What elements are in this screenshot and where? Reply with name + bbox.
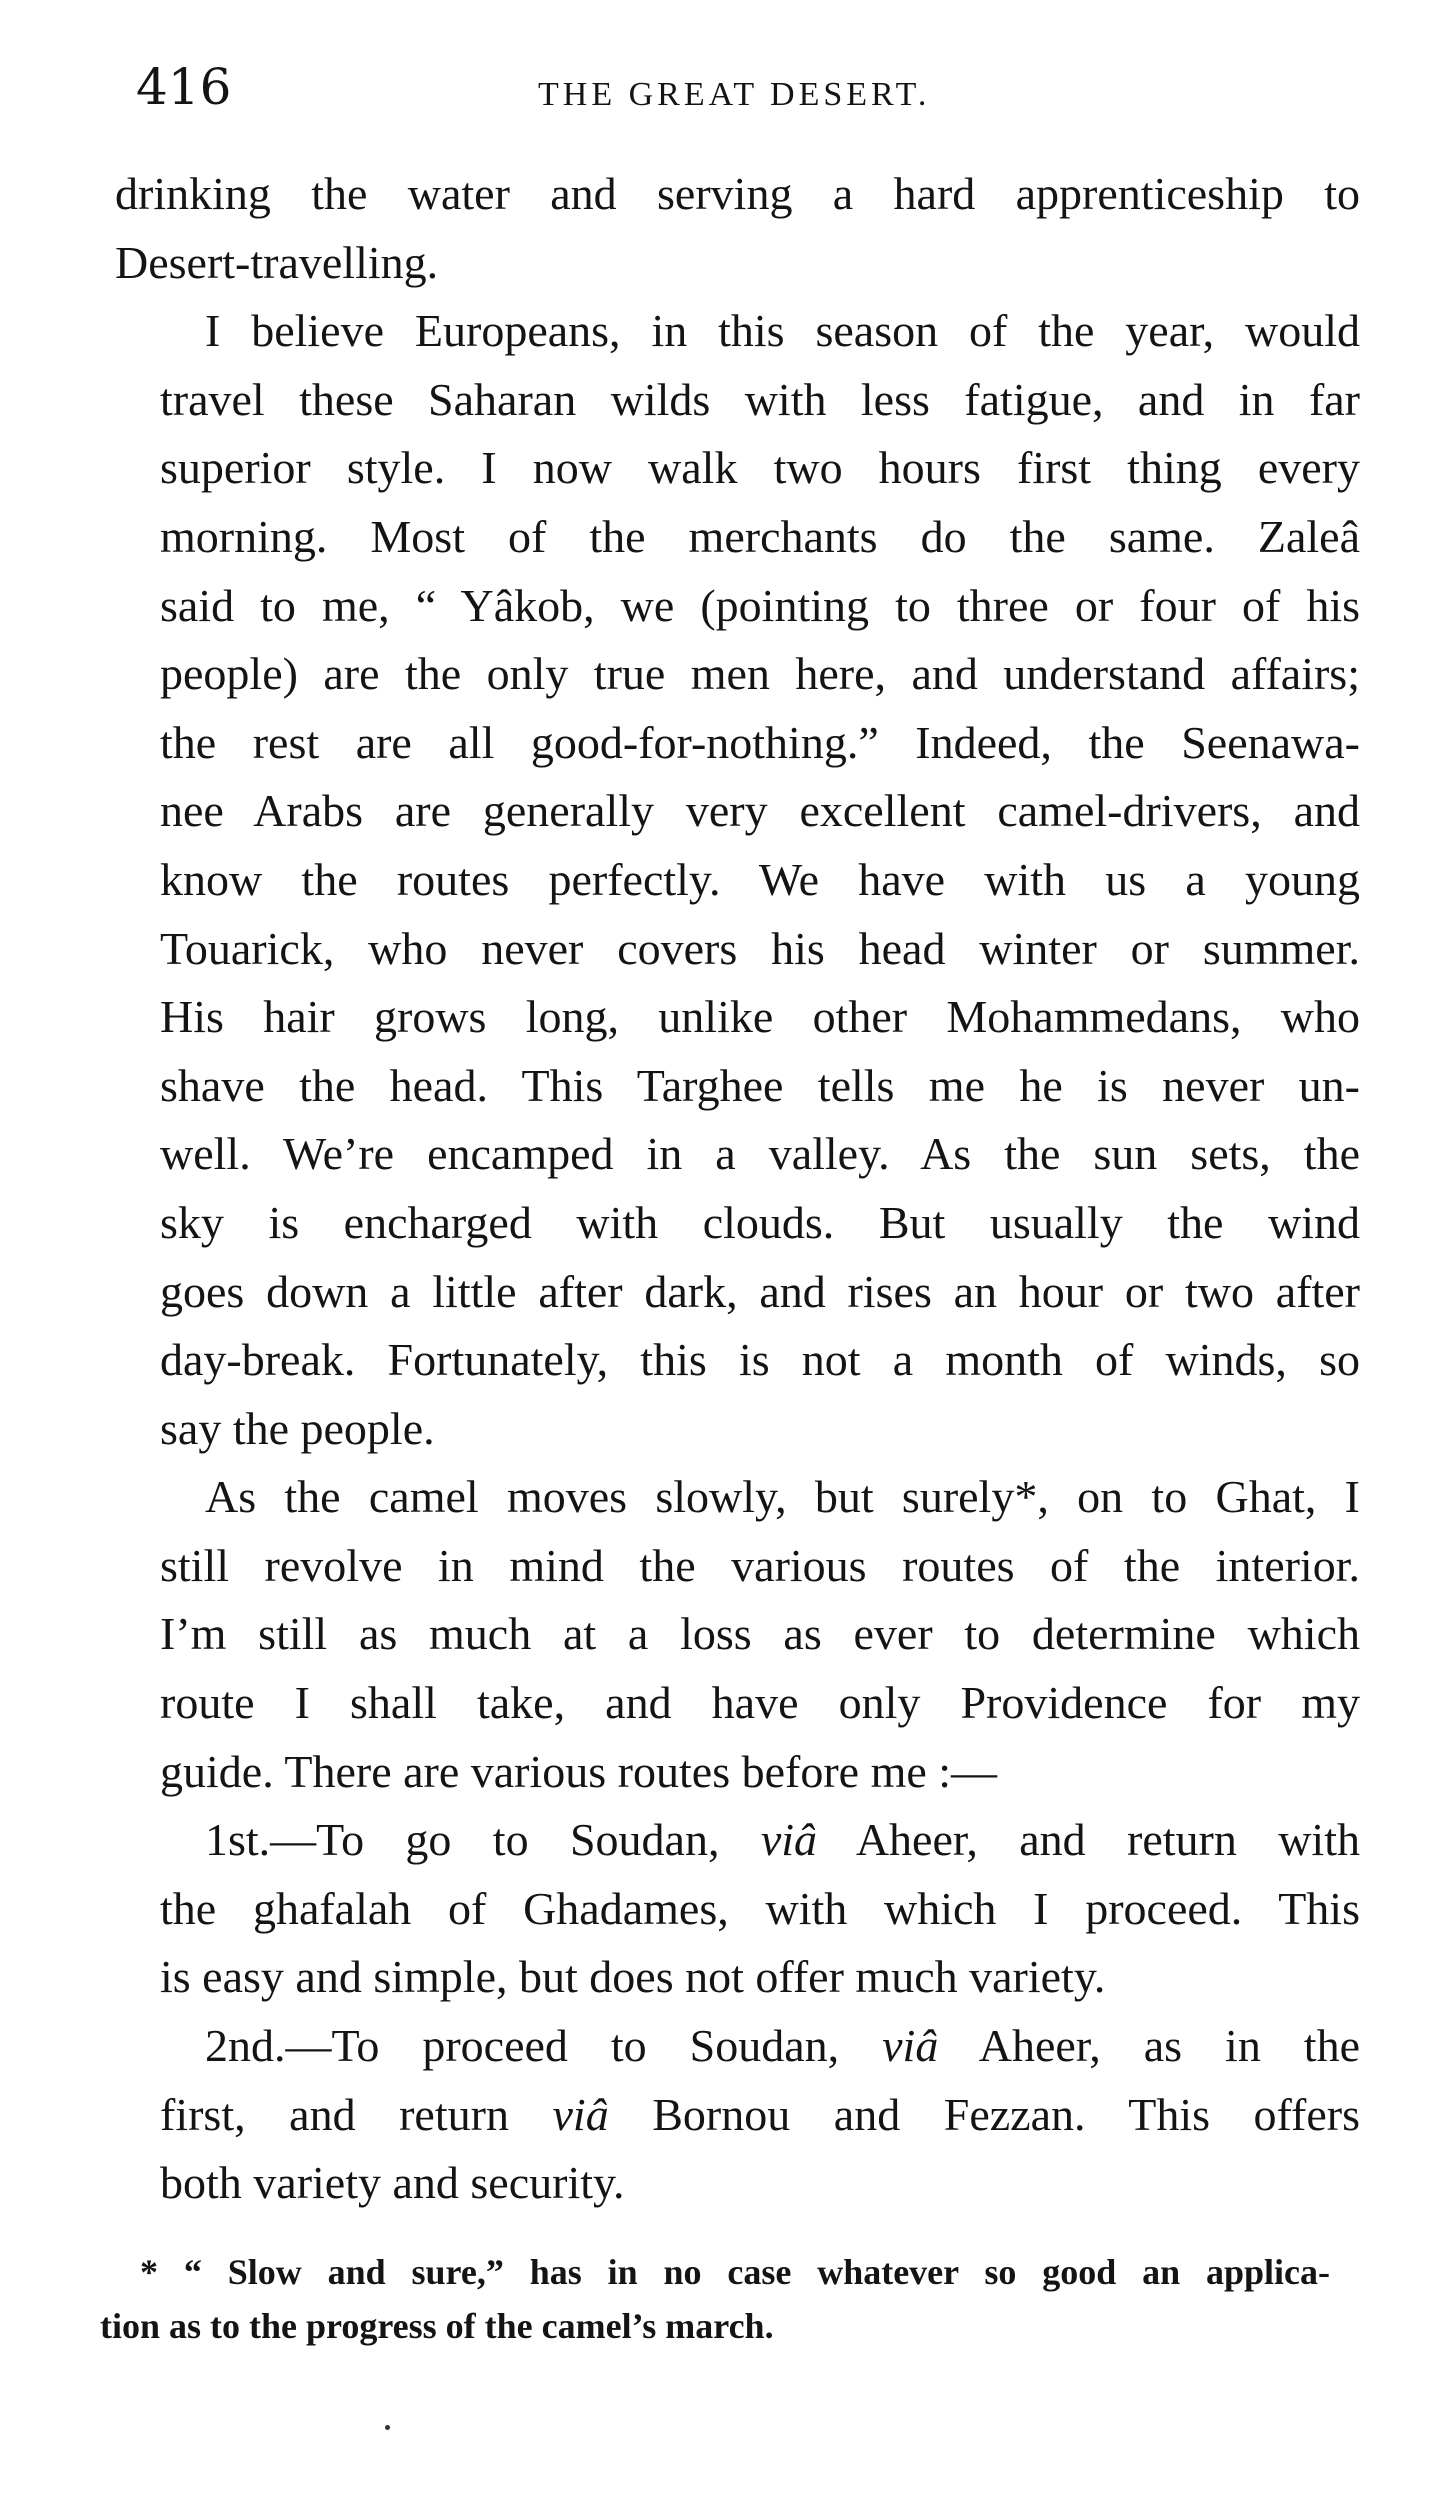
- text-line: route I shall take, and have only Providence for my: [160, 1677, 1360, 1729]
- body-text: [115, 160, 1360, 2218]
- text-line: said to me, “ Yâkob, we (pointing to three or four of his: [160, 579, 1360, 631]
- ink-speck: [385, 2425, 390, 2430]
- text-run: Bornou and Fezzan. This offers: [608, 2088, 1360, 2140]
- page-number: 416: [136, 58, 232, 116]
- footnote-line: tion as to the progress of the camel’s march.: [100, 2306, 774, 2346]
- text-line: [115, 1806, 1360, 1875]
- paragraph-4: [115, 1806, 1360, 2012]
- text-line: nee Arabs are generally very excellent camel-drivers, and: [160, 785, 1360, 837]
- text-line: still revolve in mind the various routes of the interior.: [160, 1539, 1360, 1591]
- text-line: sky is encharged with clouds. But usually the wind: [160, 1196, 1360, 1248]
- text-line: Touarick, who never covers his head winter or summer.: [160, 922, 1360, 974]
- text-run: Aheer, as in the: [938, 2020, 1360, 2072]
- page-header: [128, 58, 1348, 138]
- text-line: Desert-travelling.: [115, 236, 439, 288]
- text-line: the ghafalah of Ghadames, with which I proceed. This: [160, 1882, 1360, 1934]
- text-run: 1st.—To go to Soudan,: [205, 1814, 761, 1866]
- text-line: both variety and security.: [160, 2157, 625, 2209]
- paragraph-3: [115, 1463, 1360, 1806]
- running-head: THE GREAT DESERT.: [538, 76, 931, 113]
- footnote: [100, 2245, 1330, 2353]
- italic-via: viâ: [552, 2088, 609, 2140]
- text-line: I believe Europeans, in this season of the year, would: [205, 305, 1360, 357]
- text-line: the rest are all good-for-nothing.” Indeed, the Seenawa-: [160, 716, 1360, 768]
- text-run: first, and return: [160, 2088, 553, 2140]
- text-line: drinking the water and serving a hard apprenticeship to: [115, 168, 1360, 219]
- text-line: well. We’re encamped in a valley. As the sun sets, the: [160, 1128, 1360, 1180]
- text-line: morning. Most of the merchants do the same. Zaleâ: [160, 510, 1360, 562]
- paragraph-2: [115, 297, 1360, 1463]
- italic-via: viâ: [882, 2020, 939, 2072]
- text-line: His hair grows long, unlike other Mohammedans, who: [160, 991, 1360, 1043]
- text-line: [115, 2081, 1360, 2150]
- paragraph-5: [115, 2012, 1360, 2218]
- text-run: Aheer, and return with: [817, 1814, 1360, 1866]
- text-line: is easy and simple, but does not offer much variety.: [160, 1951, 1106, 2003]
- text-line: say the people.: [160, 1402, 435, 1454]
- text-line: guide. There are various routes before me :—: [160, 1745, 998, 1797]
- text-line: goes down a little after dark, and rises an hour or two after: [160, 1265, 1360, 1317]
- text-line: people) are the only true men here, and understand affairs;: [160, 648, 1360, 700]
- text-line: I’m still as much at a loss as ever to determine which: [160, 1608, 1360, 1660]
- text-line: travel these Saharan wilds with less fatigue, and in far: [160, 373, 1360, 425]
- paragraph-1: [115, 160, 1360, 297]
- text-run: 2nd.—To proceed to Soudan,: [205, 2020, 883, 2072]
- text-line: As the camel moves slowly, but surely*, on to Ghat, I: [205, 1471, 1360, 1523]
- footnote-line: * “ Slow and sure,” has in no case whatever so good an applica-: [140, 2252, 1330, 2292]
- text-line: superior style. I now walk two hours first thing every: [160, 442, 1360, 494]
- text-line: day-break. Fortunately, this is not a month of winds, so: [160, 1334, 1360, 1386]
- text-line: know the routes perfectly. We have with us a young: [160, 853, 1360, 905]
- italic-via: viâ: [760, 1814, 818, 1866]
- text-line: [115, 2012, 1360, 2081]
- text-line: shave the head. This Targhee tells me he is never un-: [160, 1059, 1360, 1111]
